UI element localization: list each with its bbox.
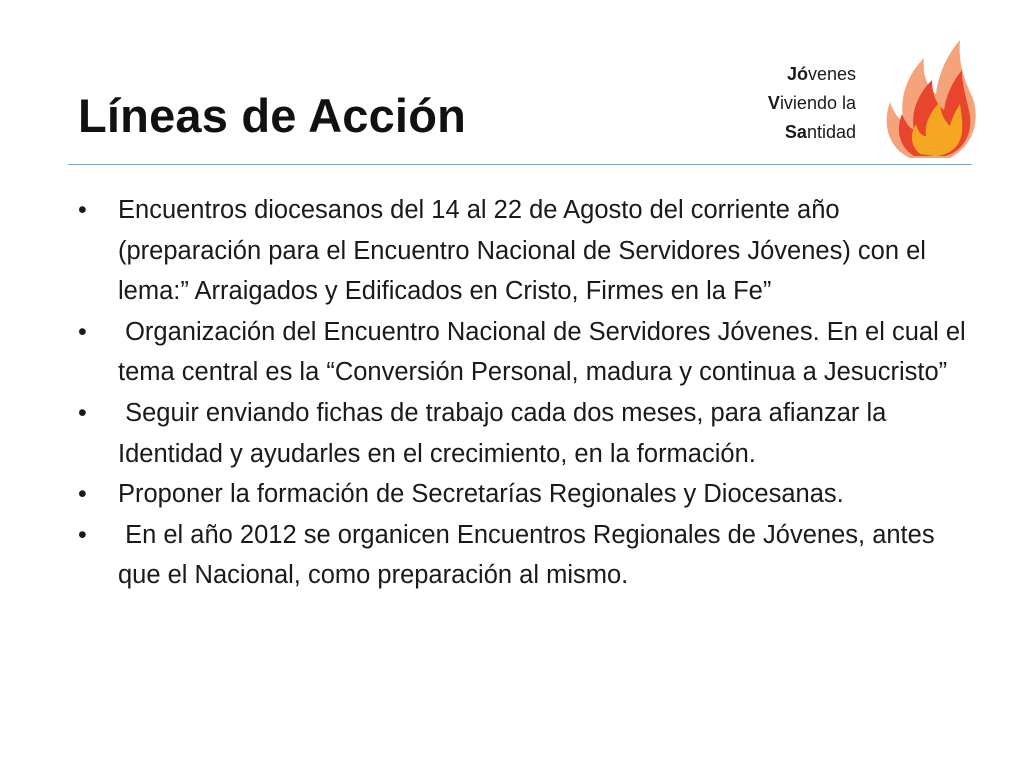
bullet-marker: • bbox=[78, 317, 87, 346]
title-divider bbox=[68, 164, 972, 165]
bullet-item bbox=[78, 393, 978, 474]
tagline bbox=[768, 60, 856, 147]
tagline-line-1: Jóvenes bbox=[786, 64, 856, 84]
bullet-text: Seguir enviando fichas de trabajo cada dos meses, para afianzar la Identidad y ayudarles en el crecimiento, en la formación. bbox=[118, 398, 894, 468]
bullet-marker: • bbox=[78, 196, 87, 224]
bullet-list bbox=[78, 190, 978, 596]
slide-title: Líneas de Acción bbox=[78, 89, 467, 142]
bullet-text: Organización del Encuentro Nacional de Servidores Jóvenes. En el cual el tema central es la “Conversión Personal, madura y continua a Jesucristo” bbox=[118, 317, 973, 387]
bullet-marker: • bbox=[78, 398, 87, 427]
bullet-item bbox=[78, 312, 978, 393]
tagline-line-2: Viviendo la bbox=[767, 93, 856, 113]
tagline-line-3: Santidad bbox=[784, 122, 856, 142]
bullet-item bbox=[78, 190, 978, 312]
bullet-item bbox=[78, 515, 978, 596]
bullet-item bbox=[78, 474, 978, 515]
bullet-text: Proponer la formación de Secretarías Regionales y Diocesanas. bbox=[118, 480, 844, 509]
flame-logo-icon bbox=[880, 36, 978, 160]
bullet-text: Encuentros diocesanos del 14 al 22 de Agosto del corriente año (preparación para el Encuentro Nacional de Servidores Jóvenes) con el lema:” Arraigados y Edificados en Cristo, Firmes en la Fe” bbox=[118, 196, 934, 306]
bullet-text: En el año 2012 se organicen Encuentros Regionales de Jóvenes, antes que el Nacional, como preparación al mismo. bbox=[118, 520, 942, 590]
bullet-marker: • bbox=[78, 480, 87, 509]
bullet-marker: • bbox=[78, 520, 87, 549]
